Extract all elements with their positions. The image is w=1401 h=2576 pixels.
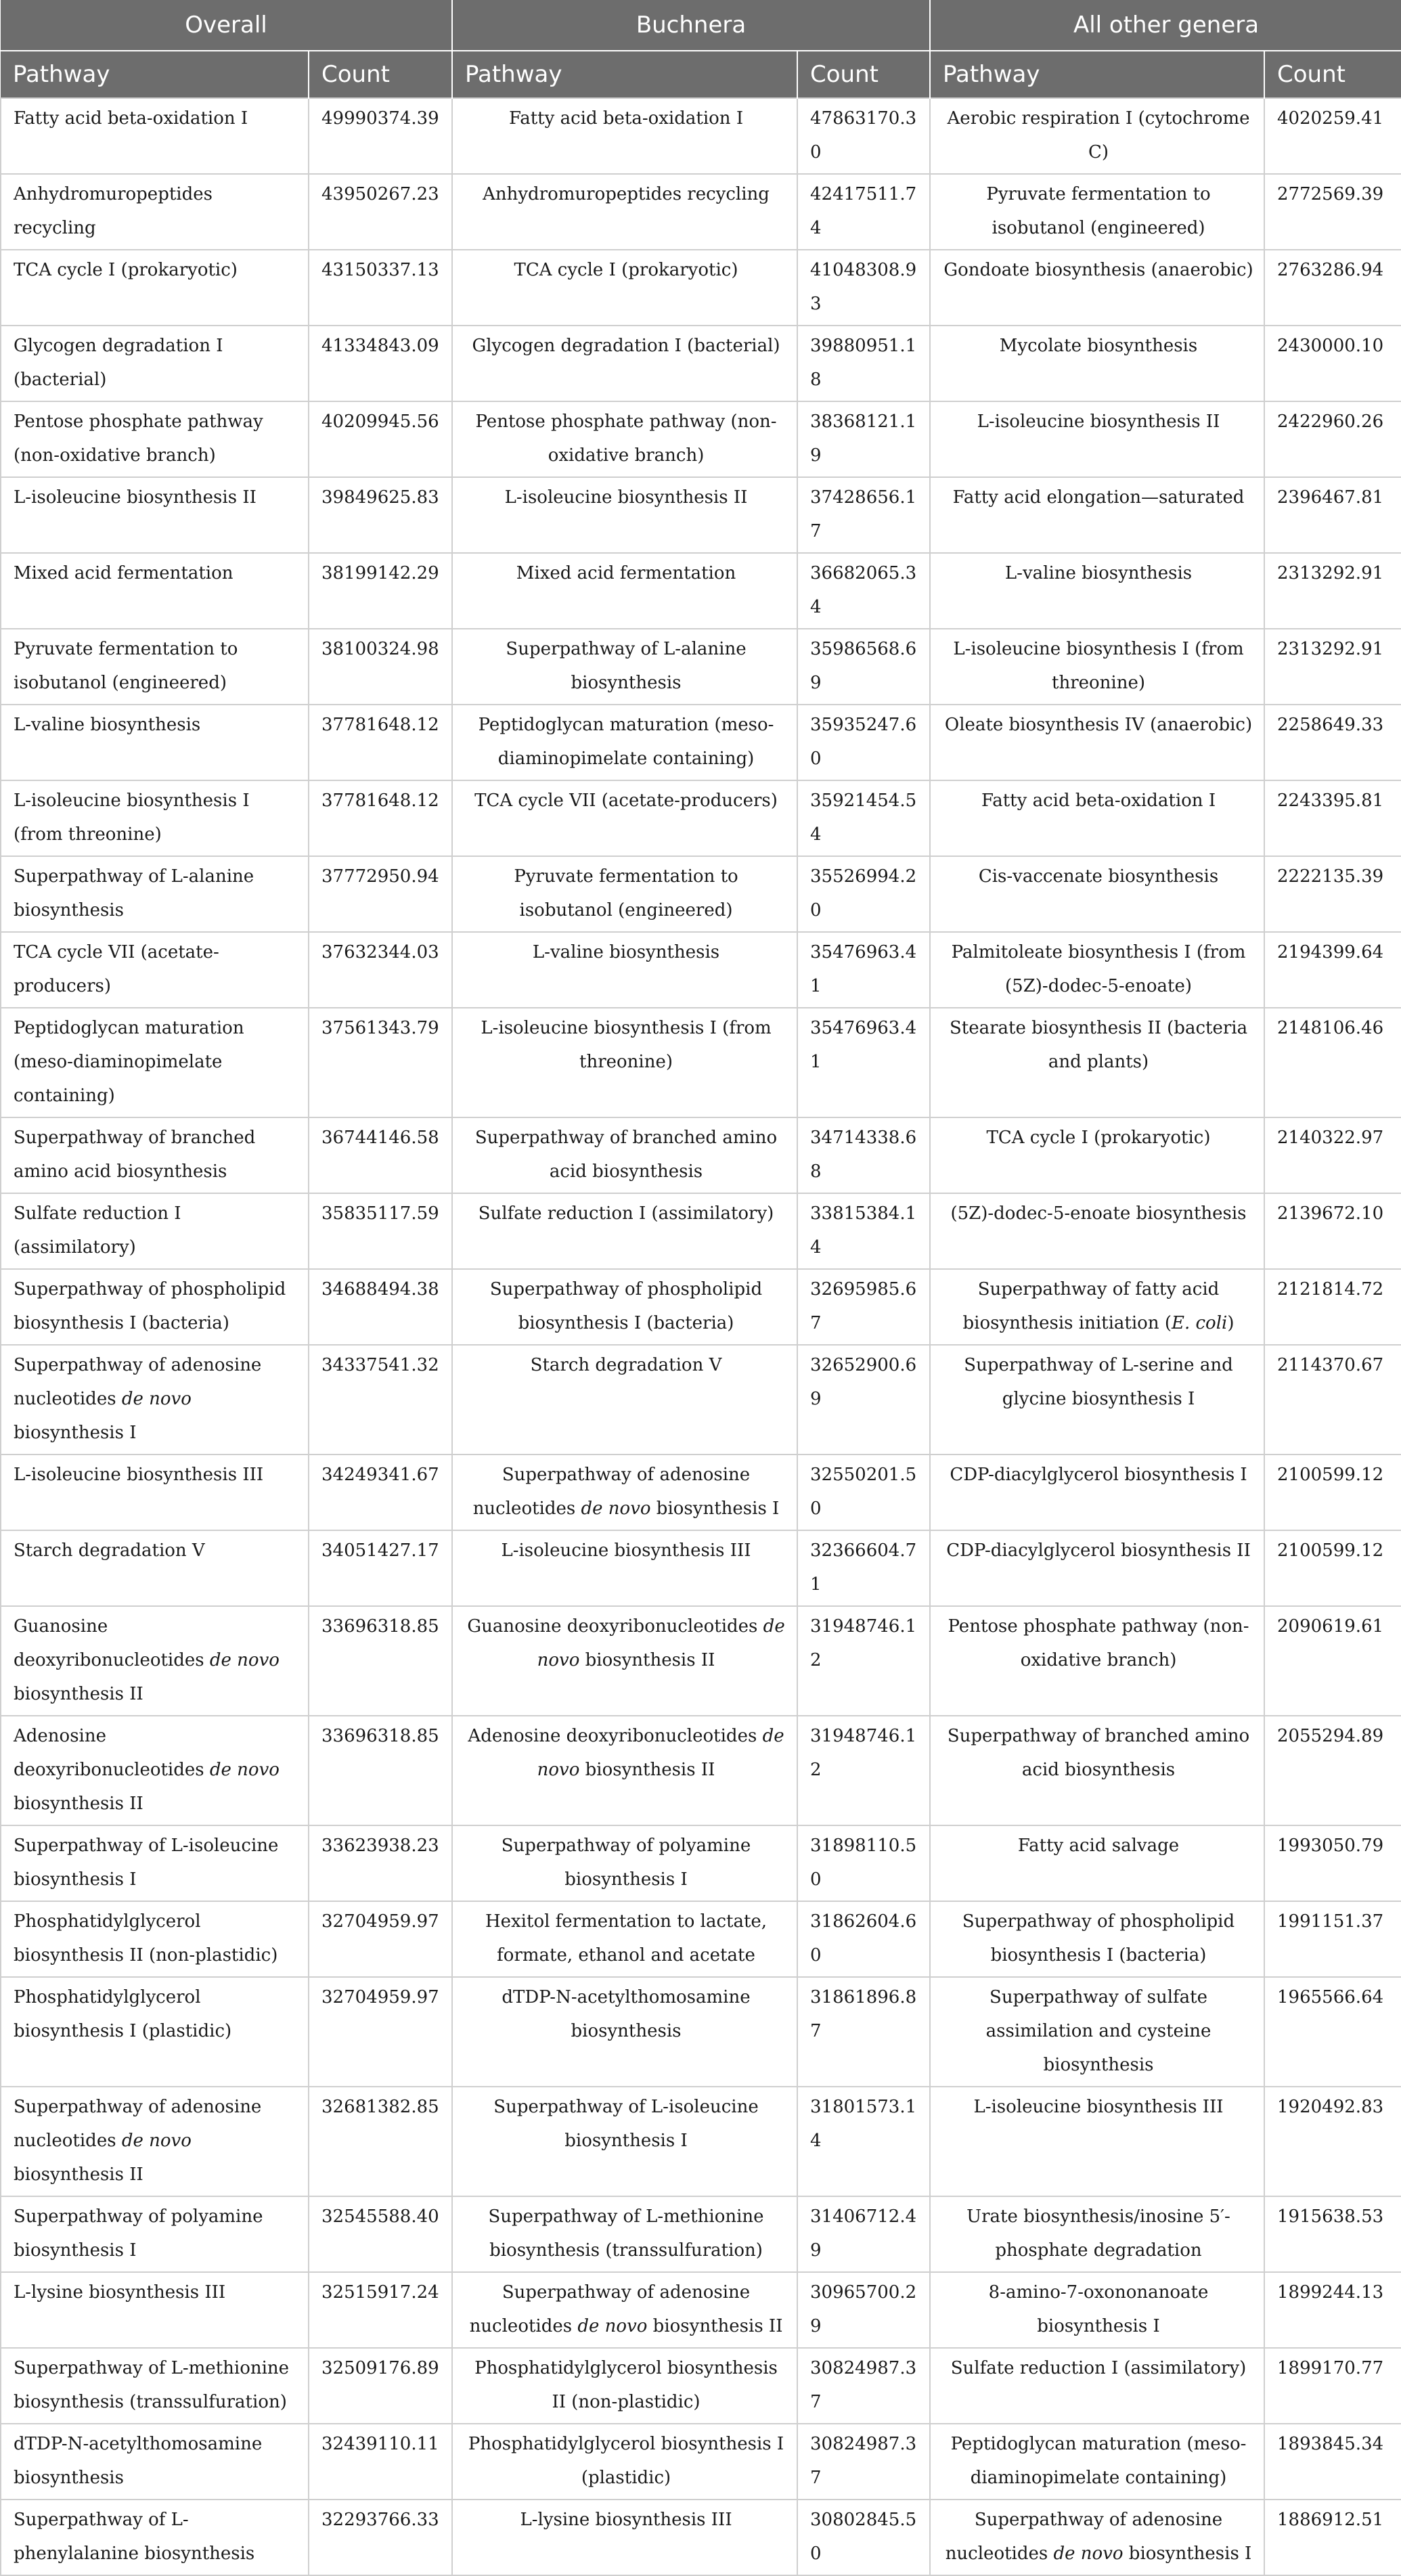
other-genera-pathway-cell: Pentose phosphate pathway (non-oxidative branch) [930,1606,1264,1716]
column-header-count: Count [1264,51,1401,98]
overall-count-cell: 32681382.85 [309,2087,452,2196]
group-header-other-genera: All other genera [930,0,1401,51]
other-genera-pathway-cell: Sulfate reduction I (assimilatory) [930,2348,1264,2424]
table-row [1,1345,1401,1454]
other-genera-count-cell: 2121814.72 [1264,1269,1401,1345]
table-body [1,98,1401,2575]
other-genera-count-cell: 2114370.67 [1264,1345,1401,1454]
buchnera-pathway-cell: Superpathway of adenosine nucleotides de novo biosynthesis I [452,1454,797,1530]
other-genera-count-cell: 1886912.51 [1264,2500,1401,2575]
overall-pathway-cell: Phosphatidylglycerol biosynthesis II (non-plastidic) [1,1901,309,1977]
overall-count-cell: 41334843.09 [309,326,452,401]
buchnera-pathway-cell: Starch degradation V [452,1345,797,1454]
buchnera-pathway-cell: Pyruvate fermentation to isobutanol (engineered) [452,856,797,932]
other-genera-count-cell: 2148106.46 [1264,1008,1401,1117]
other-genera-count-cell: 2194399.64 [1264,932,1401,1008]
other-genera-pathway-cell: Aerobic respiration I (cytochrome C) [930,98,1264,174]
other-genera-pathway-cell: (5Z)-dodec-5-enoate biosynthesis [930,1193,1264,1269]
buchnera-count-cell: 39880951.18 [797,326,930,401]
buchnera-count-cell: 31948746.12 [797,1606,930,1716]
buchnera-count-cell: 47863170.30 [797,98,930,174]
overall-pathway-cell: Superpathway of branched amino acid biosynthesis [1,1117,309,1193]
buchnera-count-cell: 32366604.71 [797,1530,930,1606]
overall-count-cell: 32293766.33 [309,2500,452,2575]
group-header-row [1,0,1401,51]
table-row [1,1825,1401,1901]
other-genera-pathway-cell: Palmitoleate biosynthesis I (from (5Z)-dodec-5-enoate) [930,932,1264,1008]
buchnera-count-cell: 32695985.67 [797,1269,930,1345]
table-row [1,1606,1401,1716]
table-row [1,2272,1401,2348]
table-row [1,477,1401,553]
table-row [1,1117,1401,1193]
overall-count-cell: 36744146.58 [309,1117,452,1193]
overall-pathway-cell: Superpathway of L-methionine biosynthesis (transsulfuration) [1,2348,309,2424]
other-genera-count-cell: 4020259.41 [1264,98,1401,174]
overall-count-cell: 37772950.94 [309,856,452,932]
overall-count-cell: 32704959.97 [309,1901,452,1977]
other-genera-pathway-cell: Mycolate biosynthesis [930,326,1264,401]
column-header-count: Count [309,51,452,98]
other-genera-count-cell: 2313292.91 [1264,629,1401,705]
overall-count-cell: 33623938.23 [309,1825,452,1901]
overall-pathway-cell: Superpathway of adenosine nucleotides de novo biosynthesis II [1,2087,309,2196]
other-genera-pathway-cell: Fatty acid elongation—saturated [930,477,1264,553]
other-genera-pathway-cell: Superpathway of branched amino acid biosynthesis [930,1716,1264,1825]
overall-count-cell: 38199142.29 [309,553,452,629]
table-header [1,0,1401,98]
buchnera-count-cell: 34714338.68 [797,1117,930,1193]
other-genera-count-cell: 2772569.39 [1264,174,1401,250]
buchnera-pathway-cell: L-isoleucine biosynthesis III [452,1530,797,1606]
group-header-buchnera: Buchnera [452,0,930,51]
overall-pathway-cell: Mixed acid fermentation [1,553,309,629]
other-genera-count-cell: 1920492.83 [1264,2087,1401,2196]
column-header-count: Count [797,51,930,98]
buchnera-pathway-cell: dTDP-N-acetylthomosamine biosynthesis [452,1977,797,2087]
buchnera-count-cell: 30965700.29 [797,2272,930,2348]
overall-pathway-cell: L-isoleucine biosynthesis I (from threonine) [1,780,309,856]
overall-pathway-cell: L-lysine biosynthesis III [1,2272,309,2348]
table-row [1,2500,1401,2575]
buchnera-pathway-cell: TCA cycle VII (acetate-producers) [452,780,797,856]
other-genera-count-cell: 2100599.12 [1264,1530,1401,1606]
other-genera-pathway-cell: Gondoate biosynthesis (anaerobic) [930,250,1264,326]
other-genera-pathway-cell: Cis-vaccenate biosynthesis [930,856,1264,932]
other-genera-count-cell: 2139672.10 [1264,1193,1401,1269]
other-genera-count-cell: 2258649.33 [1264,705,1401,780]
overall-count-cell: 33696318.85 [309,1716,452,1825]
overall-count-cell: 32515917.24 [309,2272,452,2348]
table-row [1,629,1401,705]
other-genera-pathway-cell: TCA cycle I (prokaryotic) [930,1117,1264,1193]
overall-count-cell: 35835117.59 [309,1193,452,1269]
buchnera-pathway-cell: Superpathway of polyamine biosynthesis I [452,1825,797,1901]
table-row [1,932,1401,1008]
overall-pathway-cell: TCA cycle I (prokaryotic) [1,250,309,326]
other-genera-pathway-cell: L-isoleucine biosynthesis II [930,401,1264,477]
other-genera-count-cell: 2090619.61 [1264,1606,1401,1716]
buchnera-count-cell: 31898110.50 [797,1825,930,1901]
other-genera-pathway-cell: Superpathway of phospholipid biosynthesis I (bacteria) [930,1901,1264,1977]
overall-pathway-cell: TCA cycle VII (acetate-producers) [1,932,309,1008]
other-genera-count-cell: 2313292.91 [1264,553,1401,629]
other-genera-count-cell: 2100599.12 [1264,1454,1401,1530]
overall-count-cell: 32509176.89 [309,2348,452,2424]
group-header-overall: Overall [1,0,452,51]
overall-count-cell: 37561343.79 [309,1008,452,1117]
overall-pathway-cell: Superpathway of L-phenylalanine biosynthesis [1,2500,309,2575]
overall-pathway-cell: Superpathway of L-isoleucine biosynthesis I [1,1825,309,1901]
table-row [1,705,1401,780]
table-row [1,326,1401,401]
table-row [1,1530,1401,1606]
column-header-row [1,51,1401,98]
buchnera-pathway-cell: Phosphatidylglycerol biosynthesis II (non-plastidic) [452,2348,797,2424]
overall-pathway-cell: dTDP-N-acetylthomosamine biosynthesis [1,2424,309,2500]
other-genera-count-cell: 1993050.79 [1264,1825,1401,1901]
buchnera-pathway-cell: Superpathway of phospholipid biosynthesis I (bacteria) [452,1269,797,1345]
buchnera-pathway-cell: Superpathway of L-isoleucine biosynthesis I [452,2087,797,2196]
other-genera-count-cell: 2055294.89 [1264,1716,1401,1825]
buchnera-pathway-cell: TCA cycle I (prokaryotic) [452,250,797,326]
other-genera-pathway-cell: Pyruvate fermentation to isobutanol (engineered) [930,174,1264,250]
buchnera-pathway-cell: Mixed acid fermentation [452,553,797,629]
other-genera-count-cell: 2422960.26 [1264,401,1401,477]
overall-pathway-cell: Glycogen degradation I (bacterial) [1,326,309,401]
buchnera-pathway-cell: Glycogen degradation I (bacterial) [452,326,797,401]
buchnera-count-cell: 31406712.49 [797,2196,930,2272]
buchnera-count-cell: 30824987.37 [797,2424,930,2500]
buchnera-count-cell: 31948746.12 [797,1716,930,1825]
buchnera-count-cell: 31862604.60 [797,1901,930,1977]
column-header-pathway: Pathway [930,51,1264,98]
buchnera-pathway-cell: Superpathway of branched amino acid biosynthesis [452,1117,797,1193]
overall-pathway-cell: Superpathway of polyamine biosynthesis I [1,2196,309,2272]
overall-pathway-cell: Phosphatidylglycerol biosynthesis I (plastidic) [1,1977,309,2087]
buchnera-pathway-cell: Superpathway of L-methionine biosynthesis (transsulfuration) [452,2196,797,2272]
other-genera-count-cell: 1899244.13 [1264,2272,1401,2348]
overall-pathway-cell: Starch degradation V [1,1530,309,1606]
table-row [1,401,1401,477]
other-genera-pathway-cell: L-isoleucine biosynthesis III [930,2087,1264,2196]
other-genera-pathway-cell: Superpathway of sulfate assimilation and cysteine biosynthesis [930,1977,1264,2087]
overall-count-cell: 37632344.03 [309,932,452,1008]
table-row [1,1454,1401,1530]
table-row [1,1008,1401,1117]
other-genera-pathway-cell: Stearate biosynthesis II (bacteria and plants) [930,1008,1264,1117]
buchnera-pathway-cell: Peptidoglycan maturation (meso-diaminopimelate containing) [452,705,797,780]
table-row [1,856,1401,932]
table-row [1,2196,1401,2272]
other-genera-pathway-cell: Superpathway of adenosine nucleotides de novo biosynthesis I [930,2500,1264,2575]
overall-pathway-cell: Fatty acid beta-oxidation I [1,98,309,174]
buchnera-count-cell: 33815384.14 [797,1193,930,1269]
other-genera-pathway-cell: Peptidoglycan maturation (meso-diaminopimelate containing) [930,2424,1264,2500]
overall-count-cell: 34688494.38 [309,1269,452,1345]
table-row [1,1193,1401,1269]
other-genera-count-cell: 2430000.10 [1264,326,1401,401]
overall-pathway-cell: Peptidoglycan maturation (meso-diaminopimelate containing) [1,1008,309,1117]
buchnera-pathway-cell: Phosphatidylglycerol biosynthesis I (plastidic) [452,2424,797,2500]
buchnera-pathway-cell: L-valine biosynthesis [452,932,797,1008]
buchnera-count-cell: 36682065.34 [797,553,930,629]
other-genera-count-cell: 1915638.53 [1264,2196,1401,2272]
buchnera-count-cell: 35935247.60 [797,705,930,780]
other-genera-pathway-cell: L-valine biosynthesis [930,553,1264,629]
buchnera-pathway-cell: Adenosine deoxyribonucleotides de novo biosynthesis II [452,1716,797,1825]
buchnera-count-cell: 37428656.17 [797,477,930,553]
buchnera-count-cell: 35476963.41 [797,932,930,1008]
table-row [1,1977,1401,2087]
table-row [1,780,1401,856]
buchnera-count-cell: 35526994.20 [797,856,930,932]
table-row [1,1269,1401,1345]
overall-count-cell: 32545588.40 [309,2196,452,2272]
buchnera-count-cell: 32652900.69 [797,1345,930,1454]
buchnera-pathway-cell: L-isoleucine biosynthesis I (from threonine) [452,1008,797,1117]
overall-pathway-cell: Sulfate reduction I (assimilatory) [1,1193,309,1269]
other-genera-pathway-cell: Fatty acid beta-oxidation I [930,780,1264,856]
overall-pathway-cell: Guanosine deoxyribonucleotides de novo biosynthesis II [1,1606,309,1716]
buchnera-pathway-cell: L-lysine biosynthesis III [452,2500,797,2575]
overall-pathway-cell: Superpathway of phospholipid biosynthesis I (bacteria) [1,1269,309,1345]
column-header-pathway: Pathway [1,51,309,98]
overall-pathway-cell: Superpathway of adenosine nucleotides de novo biosynthesis I [1,1345,309,1454]
buchnera-pathway-cell: Pentose phosphate pathway (non-oxidative branch) [452,401,797,477]
other-genera-count-cell: 2140322.97 [1264,1117,1401,1193]
overall-count-cell: 32439110.11 [309,2424,452,2500]
buchnera-pathway-cell: L-isoleucine biosynthesis II [452,477,797,553]
other-genera-pathway-cell: CDP-diacylglycerol biosynthesis I [930,1454,1264,1530]
table-row [1,174,1401,250]
other-genera-count-cell: 1899170.77 [1264,2348,1401,2424]
buchnera-pathway-cell: Superpathway of L-alanine biosynthesis [452,629,797,705]
overall-pathway-cell: Superpathway of L-alanine biosynthesis [1,856,309,932]
overall-count-cell: 38100324.98 [309,629,452,705]
table-row [1,2087,1401,2196]
buchnera-count-cell: 31861896.87 [797,1977,930,2087]
overall-count-cell: 33696318.85 [309,1606,452,1716]
overall-pathway-cell: Anhydromuropeptides recycling [1,174,309,250]
other-genera-count-cell: 1991151.37 [1264,1901,1401,1977]
table-row [1,98,1401,174]
overall-count-cell: 43150337.13 [309,250,452,326]
overall-pathway-cell: Pyruvate fermentation to isobutanol (engineered) [1,629,309,705]
buchnera-pathway-cell: Anhydromuropeptides recycling [452,174,797,250]
buchnera-count-cell: 30802845.50 [797,2500,930,2575]
buchnera-count-cell: 35476963.41 [797,1008,930,1117]
other-genera-pathway-cell: 8-amino-7-oxononanoate biosynthesis I [930,2272,1264,2348]
buchnera-count-cell: 42417511.74 [797,174,930,250]
buchnera-pathway-cell: Superpathway of adenosine nucleotides de novo biosynthesis II [452,2272,797,2348]
overall-count-cell: 34249341.67 [309,1454,452,1530]
overall-count-cell: 34337541.32 [309,1345,452,1454]
other-genera-count-cell: 2763286.94 [1264,250,1401,326]
other-genera-pathway-cell: L-isoleucine biosynthesis I (from threonine) [930,629,1264,705]
table-row [1,1716,1401,1825]
other-genera-count-cell: 1893845.34 [1264,2424,1401,2500]
buchnera-count-cell: 38368121.19 [797,401,930,477]
other-genera-count-cell: 2243395.81 [1264,780,1401,856]
overall-count-cell: 37781648.12 [309,780,452,856]
overall-count-cell: 43950267.23 [309,174,452,250]
buchnera-pathway-cell: Hexitol fermentation to lactate, formate, ethanol and acetate [452,1901,797,1977]
buchnera-pathway-cell: Guanosine deoxyribonucleotides de novo biosynthesis II [452,1606,797,1716]
overall-pathway-cell: L-isoleucine biosynthesis III [1,1454,309,1530]
other-genera-pathway-cell: Fatty acid salvage [930,1825,1264,1901]
table-row [1,553,1401,629]
overall-count-cell: 49990374.39 [309,98,452,174]
table-row [1,2424,1401,2500]
overall-pathway-cell: Pentose phosphate pathway (non-oxidative branch) [1,401,309,477]
column-header-pathway: Pathway [452,51,797,98]
buchnera-pathway-cell: Fatty acid beta-oxidation I [452,98,797,174]
buchnera-count-cell: 32550201.50 [797,1454,930,1530]
other-genera-pathway-cell: Superpathway of L-serine and glycine biosynthesis I [930,1345,1264,1454]
overall-pathway-cell: Adenosine deoxyribonucleotides de novo biosynthesis II [1,1716,309,1825]
buchnera-pathway-cell: Sulfate reduction I (assimilatory) [452,1193,797,1269]
table-row [1,250,1401,326]
overall-count-cell: 37781648.12 [309,705,452,780]
overall-pathway-cell: L-valine biosynthesis [1,705,309,780]
other-genera-count-cell: 2396467.81 [1264,477,1401,553]
other-genera-pathway-cell: Oleate biosynthesis IV (anaerobic) [930,705,1264,780]
other-genera-pathway-cell: CDP-diacylglycerol biosynthesis II [930,1530,1264,1606]
buchnera-count-cell: 31801573.14 [797,2087,930,2196]
other-genera-pathway-cell: Superpathway of fatty acid biosynthesis initiation (E. coli) [930,1269,1264,1345]
overall-count-cell: 40209945.56 [309,401,452,477]
table-row [1,1901,1401,1977]
table-row [1,2348,1401,2424]
overall-count-cell: 32704959.97 [309,1977,452,2087]
buchnera-count-cell: 35986568.69 [797,629,930,705]
other-genera-count-cell: 1965566.64 [1264,1977,1401,2087]
overall-count-cell: 39849625.83 [309,477,452,553]
buchnera-count-cell: 35921454.54 [797,780,930,856]
buchnera-count-cell: 41048308.93 [797,250,930,326]
other-genera-count-cell: 2222135.39 [1264,856,1401,932]
overall-pathway-cell: L-isoleucine biosynthesis II [1,477,309,553]
overall-count-cell: 34051427.17 [309,1530,452,1606]
other-genera-pathway-cell: Urate biosynthesis/inosine 5′-phosphate degradation [930,2196,1264,2272]
buchnera-count-cell: 30824987.37 [797,2348,930,2424]
